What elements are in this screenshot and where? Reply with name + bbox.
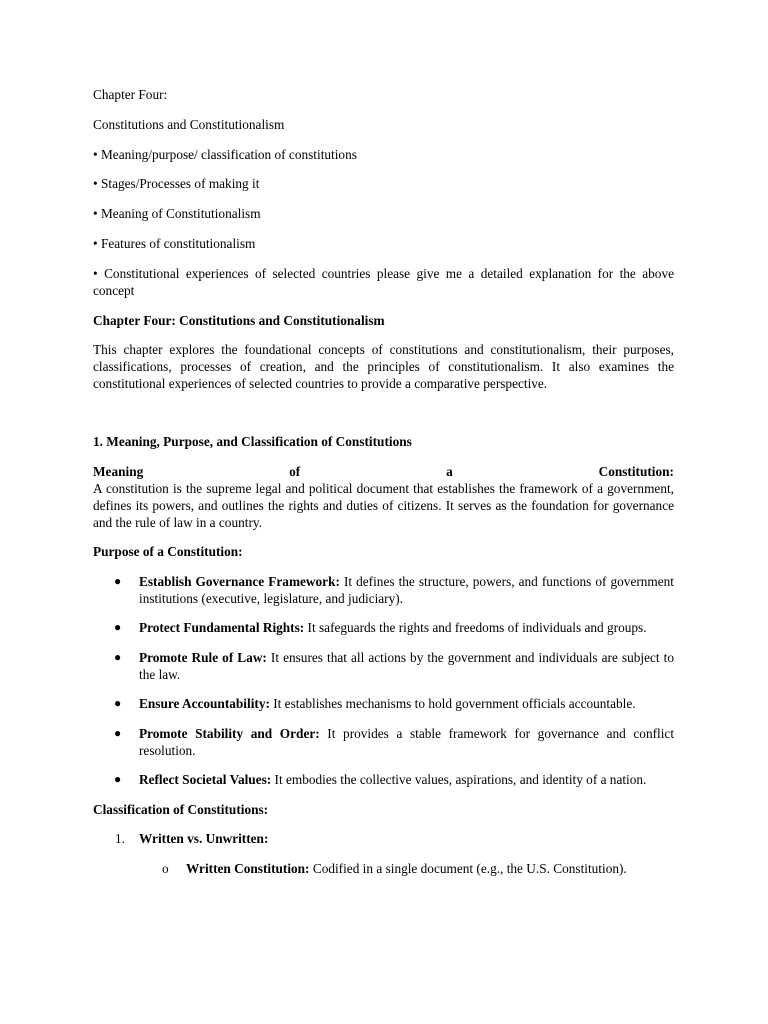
sub-bullet-marker: o	[162, 860, 169, 876]
purpose-term: Establish Governance Framework:	[139, 573, 340, 589]
purpose-text: It ensures that all actions by the government and individuals are subject to the law.	[139, 649, 674, 682]
meaning-word: Constitution:	[598, 463, 674, 479]
bullet-icon: ●	[114, 725, 122, 740]
classification-label: Written vs. Unwritten:	[139, 831, 269, 847]
prompt-title: Chapter Four:	[93, 87, 168, 102]
purpose-text: It safeguards the rights and freedoms of individuals and groups.	[304, 620, 647, 636]
list-item	[93, 649, 674, 683]
list-item	[93, 725, 674, 759]
meaning-word: Meaning	[93, 463, 144, 479]
list-item	[93, 573, 674, 607]
sub-text: Codified in a single document (e.g., the U.S. Constitution).	[309, 860, 627, 876]
prompt-bullet: • Constitutional experiences of selected countries please give me a detailed explanation for the above concept	[93, 265, 674, 298]
sub-list	[93, 860, 674, 877]
list-item	[93, 830, 674, 847]
purpose-term: Promote Stability and Order:	[139, 725, 320, 741]
list-item	[93, 619, 674, 636]
chapter-heading: Chapter Four: Constitutions and Constitutionalism	[93, 312, 385, 328]
purpose-term: Protect Fundamental Rights:	[139, 620, 305, 636]
bullet-icon: ●	[114, 573, 122, 588]
classification-heading: Classification of Constitutions:	[93, 801, 269, 817]
purpose-term: Ensure Accountability:	[139, 696, 270, 712]
prompt-subtitle: Constitutions and Constitutionalism	[93, 116, 285, 132]
purpose-list	[93, 573, 674, 789]
prompt-bullet: • Meaning of Constitutionalism	[93, 206, 261, 222]
purpose-text: It provides a stable framework for governance and conflict resolution.	[139, 725, 675, 758]
list-item	[93, 695, 674, 712]
prompt-bullet: • Features of constitutionalism	[93, 235, 256, 251]
purpose-term: Reflect Societal Values:	[139, 772, 272, 788]
meaning-word: a	[446, 463, 453, 479]
document-page	[93, 86, 674, 877]
bullet-icon: ●	[114, 620, 122, 635]
prompt-bullet: • Meaning/purpose/ classification of constitutions	[93, 146, 357, 162]
purpose-text: It embodies the collective values, aspirations, and identity of a nation.	[271, 772, 647, 788]
section-heading: 1. Meaning, Purpose, and Classification of Constitutions	[93, 434, 412, 450]
meaning-word: of	[289, 463, 301, 479]
purpose-text: It establishes mechanisms to hold government officials accountable.	[269, 696, 636, 712]
bullet-icon: ●	[114, 696, 122, 711]
list-item	[93, 860, 674, 877]
bullet-icon: ●	[114, 772, 122, 787]
purpose-heading: Purpose of a Constitution:	[93, 544, 243, 560]
purpose-text: It defines the structure, powers, and functions of government institutions (executive, legislature, and judiciary).	[139, 573, 675, 606]
list-number: 1.	[115, 831, 125, 847]
meaning-paragraph: A constitution is the supreme legal and political document that establishes the framework of a government, defines its powers, and outlines the rights and duties of citizens. It serves as the foundation for governance and the rule of law in a country.	[93, 480, 674, 530]
bullet-icon: ●	[114, 649, 122, 664]
prompt-bullet: • Stages/Processes of making it	[93, 176, 260, 192]
sub-term: Written Constitution:	[186, 860, 310, 876]
meaning-heading	[93, 463, 674, 480]
classification-list	[93, 830, 674, 847]
purpose-term: Promote Rule of Law:	[139, 649, 267, 665]
list-item	[93, 771, 674, 788]
intro-paragraph: This chapter explores the foundational concepts of constitutions and constitutionalism, their purposes, classifications, processes of creation, and the principles of constitutionalism. It also examines the constitutional experiences of selected countries to provide a comparative perspective.	[93, 342, 674, 392]
